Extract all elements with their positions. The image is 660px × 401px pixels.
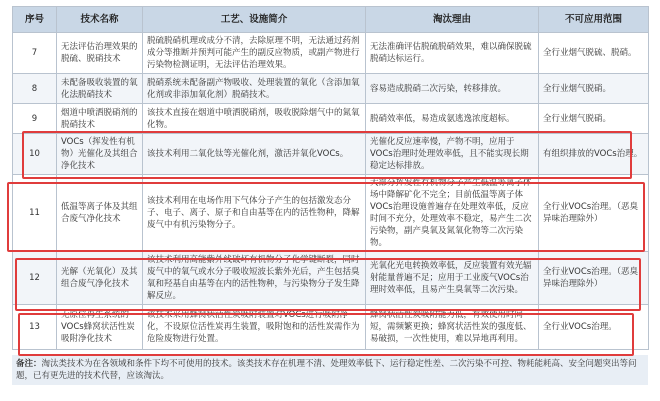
row-tech-name: 烟道中喷洒脱硝剂的脱硝技术 — [57, 104, 143, 134]
row-no: 7 — [13, 33, 57, 74]
row-desc: 该技术直接在烟道中喷洒脱硝剂，吸收脱除烟气中的氮氧化物。 — [143, 104, 366, 134]
row-desc: 该技术利用在电场作用下气体分子产生的包括激发态分子、电子、离子、原子和自由基等在内的活性物种，降解废气中有机污染物分子。 — [143, 175, 366, 252]
row-scope: 全行业VOCs治理。（恶臭异味治理除外） — [539, 175, 649, 252]
table-row — [13, 252, 649, 305]
row-tech-name: 无法评估治理效果的脱硫、脱硝技术 — [57, 33, 143, 74]
row-reason: 光催化反应速率慢，产物不明，应用于VOCs治理时处理效率低，且不能实现长期稳定达标排放。 — [366, 134, 539, 175]
row-no: 8 — [13, 74, 57, 104]
row-scope: 全行业VOCs治理。 — [539, 305, 649, 350]
row-scope: 全行业烟气脱硝。 — [539, 74, 649, 104]
table-row — [13, 104, 649, 134]
row-reason: 光氧化光电转换效率低，反应装置有效光辐射能量普遍不足；应用于工业废气VOCs治理时效率低，且易产生臭氧等二次污染。 — [366, 252, 539, 305]
table-row — [13, 305, 649, 350]
row-reason: 容易造成脱硝二次污染，转移排放。 — [366, 74, 539, 104]
header-scope: 不可应用范围 — [539, 7, 649, 33]
row-no: 13 — [13, 305, 57, 350]
row-desc: 该技术利用高能紫外线破坏有机物分子化学键断裂，同时废气中的氧气或水分子吸收短波长紫外光后，产生包括臭氧和羟基自由基等在内的活性物种，与污染物分子发生降解反应。 — [143, 252, 366, 305]
row-desc: 该技术采用蜂窝状活性炭吸附装置对VOCs进行吸附净化，不设原位活性炭再生装置，吸附饱和的活性炭需作为危险废物进行处置。 — [143, 305, 366, 350]
row-tech-name: VOCs（挥发性有机物）光催化及其组合净化技术 — [57, 134, 143, 175]
row-desc: 该技术利用二氧化钛等光催化剂，激活并氧化VOCs。 — [143, 134, 366, 175]
table-row — [13, 33, 649, 74]
table-row — [13, 74, 649, 104]
remark-label: 备注： — [16, 359, 42, 369]
remark-note — [12, 355, 648, 385]
header-no: 序号 — [13, 7, 57, 33]
row-desc: 脱硝系统未配备副产物吸收、处理装置的氧化（含添加氧化剂或非添加氧化剂）脱硝技术。 — [143, 74, 366, 104]
row-no: 12 — [13, 252, 57, 305]
row-no: 10 — [13, 134, 57, 175]
eliminated-tech-table — [12, 6, 649, 350]
row-tech-name: 无原位再生系统的VOCs蜂窝状活性炭吸附净化技术 — [57, 305, 143, 350]
row-reason: 大部分挥发性有机物分子产生低温等离子体场中降解矿化不完全；目前低温等离子体VOCs治理设施普遍存在处理效率低，反应时间不充分，处理效率不稳定，易产生二次污染物，副产臭氧及氮氧化物等二次污染物。 — [366, 175, 539, 252]
table-header-row — [13, 7, 649, 33]
header-process-desc: 工艺、设施简介 — [143, 7, 366, 33]
row-no: 11 — [13, 175, 57, 252]
row-tech-name: 低温等离子体及其组合废气净化技术 — [57, 175, 143, 252]
row-scope: 全行业烟气脱硫、脱硝。 — [539, 33, 649, 74]
row-no: 9 — [13, 104, 57, 134]
row-tech-name: 光解（光氧化）及其组合废气净化技术 — [57, 252, 143, 305]
header-reason: 淘汰理由 — [366, 7, 539, 33]
row-scope: 全行业烟气脱硝。 — [539, 104, 649, 134]
header-tech-name: 技术名称 — [57, 7, 143, 33]
row-reason: 无法准确评估脱硫脱硝效果，难以确保脱硫脱硝达标运行。 — [366, 33, 539, 74]
row-tech-name: 未配备吸收装置的氧化法脱硝技术 — [57, 74, 143, 104]
row-desc: 脱硫脱硝机理或成分不清，去除原理不明，无法通过药剂成分等推断并预判可能产生的副反应物质，或副产物进行污染物检测证明，无法评估治理效果。 — [143, 33, 366, 74]
remark-text: 淘汰类技术为在各领域和条件下均不可使用的技术。该类技术存在机理不清、处理效率低下、运行稳定性差、二次污染不可控、物耗能耗高、安全问题突出等问题，已有更先进的技术代替，应该淘汰。 — [16, 359, 637, 381]
row-scope: 全行业VOCs治理。（恶臭异味治理除外） — [539, 252, 649, 305]
table-row — [13, 134, 649, 175]
table-row — [13, 175, 649, 252]
row-reason: 脱硝效率低，易造成氨逃逸浓度超标。 — [366, 104, 539, 134]
row-scope: 有组织排放的VOCs治理。 — [539, 134, 649, 175]
row-reason: 蜂窝状活性炭吸附能力低，有效使用时间短，需频繁更换；蜂窝状活性炭的强度低、易破损，一次性使用，难以异地再利用。 — [366, 305, 539, 350]
